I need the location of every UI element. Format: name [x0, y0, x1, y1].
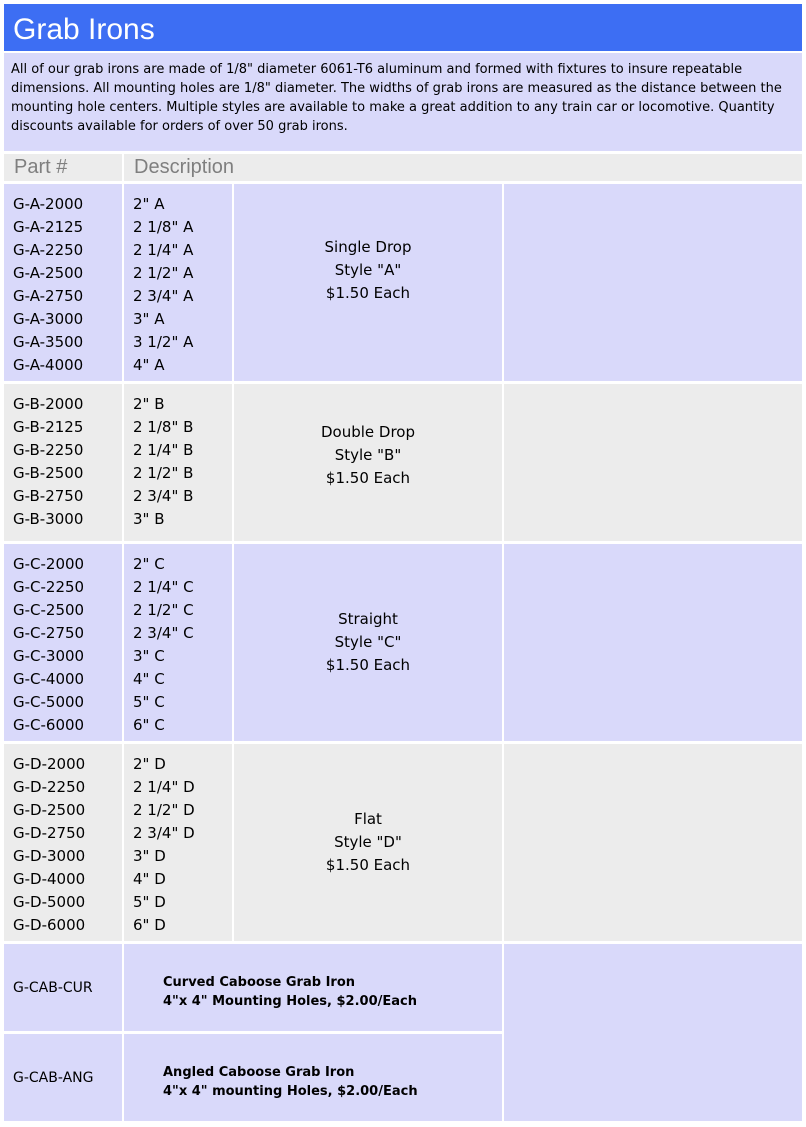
size-list-d	[124, 744, 232, 941]
part-number: G-A-2250	[13, 241, 84, 259]
size-label: 3" B	[133, 510, 165, 528]
size-label: 2 1/4" A	[133, 241, 194, 259]
style-info-c	[234, 544, 502, 741]
size-label: 2 1/8" B	[133, 418, 194, 436]
part-list-b	[4, 384, 122, 541]
size-label: 2 1/2" D	[133, 801, 195, 819]
part-number: G-A-2125	[13, 218, 84, 236]
size-label: 2 1/2" B	[133, 464, 194, 482]
size-label: 2 3/4" D	[133, 824, 195, 842]
part-number: G-C-2250	[13, 578, 85, 596]
part-number: G-D-3000	[13, 847, 86, 865]
size-label: 2" C	[133, 555, 165, 573]
size-label: 2 1/4" C	[133, 578, 194, 596]
size-label: 3" D	[133, 847, 166, 865]
caboose-image-cell	[504, 944, 802, 1121]
part-number: G-A-3500	[13, 333, 84, 351]
style-price: $1.50 Each	[325, 469, 411, 487]
description-header: Description	[124, 154, 802, 181]
caboose-description	[124, 1034, 502, 1121]
size-label: 3 1/2" A	[133, 333, 194, 351]
size-label: 2" D	[133, 755, 166, 773]
caboose-title: Angled Caboose Grab Iron	[163, 1065, 355, 1080]
part-number: G-C-4000	[13, 670, 85, 688]
part-list-c	[4, 544, 122, 741]
size-label: 2 1/4" D	[133, 778, 195, 796]
part-number: G-B-3000	[13, 510, 84, 528]
size-label: 3" A	[133, 310, 165, 328]
size-label: 4" A	[133, 356, 165, 374]
caboose-detail: 4"x 4" mounting Holes, $2.00/Each	[163, 1084, 418, 1099]
style-code: Style "C"	[334, 633, 402, 651]
part-number: G-C-3000	[13, 647, 85, 665]
part-number-header: Part #	[4, 154, 122, 181]
page-title: Grab Irons	[4, 4, 802, 51]
image-cell-d	[504, 744, 802, 941]
style-code: Style "D"	[334, 833, 402, 851]
part-number: G-B-2000	[13, 395, 84, 413]
part-number: G-A-2000	[13, 195, 84, 213]
part-list-a	[4, 184, 122, 381]
size-label: 6" C	[133, 716, 165, 734]
size-label: 2 3/4" A	[133, 287, 194, 305]
caboose-description	[124, 944, 502, 1031]
part-number: G-A-2500	[13, 264, 84, 282]
size-label: 3" C	[133, 647, 165, 665]
style-name: Straight	[338, 610, 398, 628]
style-info-b	[234, 384, 502, 541]
image-cell-b	[504, 384, 802, 541]
style-name: Single Drop	[324, 238, 412, 256]
part-number: G-D-4000	[13, 870, 86, 888]
style-name: Double Drop	[320, 423, 415, 441]
image-cell-a	[504, 184, 802, 381]
size-label: 2 1/4" B	[133, 441, 194, 459]
style-code: Style "B"	[334, 446, 402, 464]
part-number: G-B-2750	[13, 487, 84, 505]
part-number: G-B-2500	[13, 464, 84, 482]
size-label: 4" C	[133, 670, 165, 688]
part-number: G-A-4000	[13, 356, 84, 374]
size-label: 2 1/2" A	[133, 264, 194, 282]
part-number: G-B-2125	[13, 418, 84, 436]
style-price: $1.50 Each	[325, 856, 411, 874]
size-label: 2" B	[133, 395, 165, 413]
size-label: 5" C	[133, 693, 165, 711]
size-label: 2 1/8" A	[133, 218, 194, 236]
caboose-part-number: G-CAB-ANG	[4, 1034, 122, 1121]
part-number: G-D-2750	[13, 824, 86, 842]
part-number: G-D-2000	[13, 755, 86, 773]
caboose-title: Curved Caboose Grab Iron	[163, 975, 356, 990]
part-number: G-C-6000	[13, 716, 85, 734]
size-list-c	[124, 544, 232, 741]
size-label: 5" D	[133, 893, 166, 911]
style-price: $1.50 Each	[325, 656, 411, 674]
style-price: $1.50 Each	[325, 284, 411, 302]
size-label: 2 3/4" C	[133, 624, 194, 642]
part-number: G-C-2000	[13, 555, 85, 573]
style-info-a	[234, 184, 502, 381]
size-list-a	[124, 184, 232, 381]
size-label: 4" D	[133, 870, 166, 888]
part-number: G-C-5000	[13, 693, 85, 711]
part-number: G-A-3000	[13, 310, 84, 328]
part-number: G-B-2250	[13, 441, 84, 459]
part-number: G-D-5000	[13, 893, 86, 911]
style-info-d	[234, 744, 502, 941]
size-label: 6" D	[133, 916, 166, 934]
size-label: 2 3/4" B	[133, 487, 194, 505]
part-number: G-D-2250	[13, 778, 86, 796]
style-name: Flat	[354, 810, 382, 828]
part-number: G-A-2750	[13, 287, 84, 305]
part-number: G-D-2500	[13, 801, 86, 819]
size-list-b	[124, 384, 232, 541]
caboose-part-number: G-CAB-CUR	[4, 944, 122, 1031]
image-cell-c	[504, 544, 802, 741]
part-number: G-C-2500	[13, 601, 85, 619]
intro-text: All of our grab irons are made of 1/8" diameter 6061-T6 aluminum and formed with fixtures to insure repeatable dimensions. All mounting holes are 1/8" diameter. The widths of grab irons are measured as the distance between the mounting hole centers. Multiple styles are available to make a great addition to any train car or locomotive. Quantity discounts available for orders of over 50 grab irons.	[4, 53, 802, 151]
caboose-detail: 4"x 4" Mounting Holes, $2.00/Each	[163, 994, 417, 1009]
size-label: 2 1/2" C	[133, 601, 194, 619]
part-list-d	[4, 744, 122, 941]
part-number: G-C-2750	[13, 624, 85, 642]
part-number: G-D-6000	[13, 916, 86, 934]
style-code: Style "A"	[334, 261, 402, 279]
size-label: 2" A	[133, 195, 165, 213]
